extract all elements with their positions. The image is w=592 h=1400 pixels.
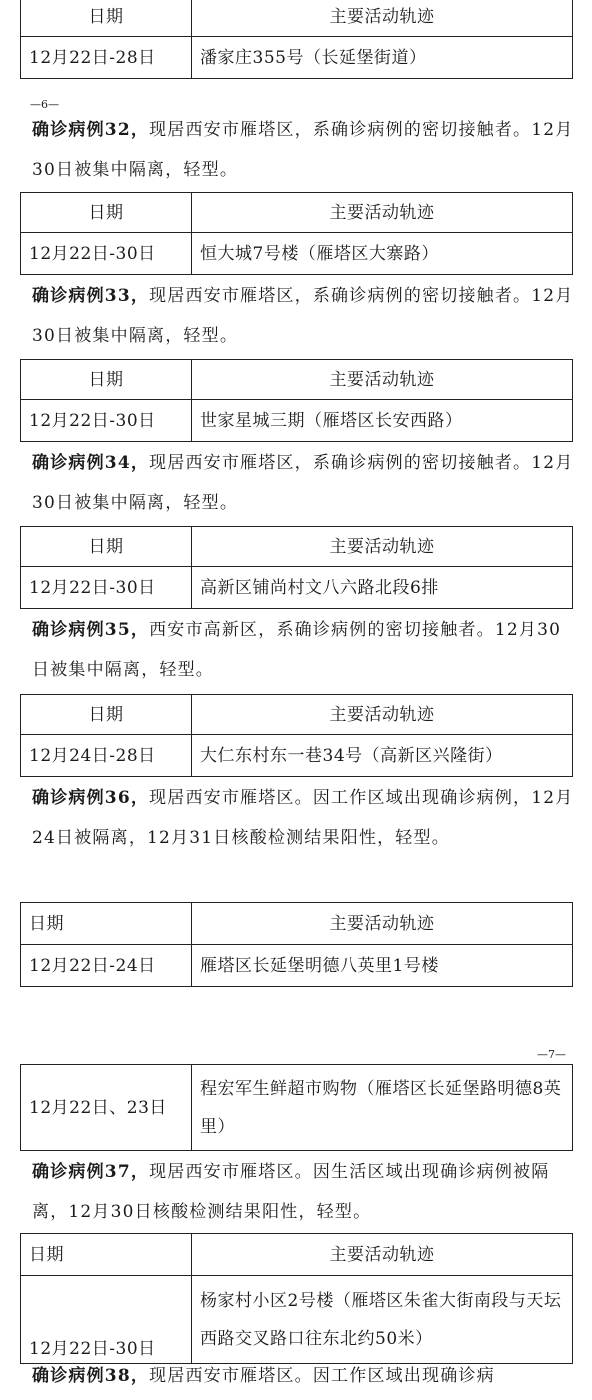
table-cell-date: 12月24日-28日 (21, 735, 192, 777)
table-cell-date: 12月22日-30日 (21, 1276, 192, 1364)
table-cell-date: 12月22日-30日 (21, 400, 192, 442)
table-header-trace: 主要活动轨迹 (192, 527, 573, 567)
case-36-table-continued (20, 1064, 573, 1151)
table-cell-trace: 大仁东村东一巷34号（高新区兴隆街） (192, 735, 573, 777)
case-37-paragraph (32, 1152, 578, 1232)
case-36-title: 确诊病例36， (32, 788, 150, 808)
page-number: —6— (30, 98, 59, 111)
table-header-date: 日期 (21, 695, 192, 735)
case-34-title: 确诊病例34， (32, 453, 150, 473)
page-number: —7— (537, 1048, 566, 1061)
case-38-title: 确诊病例38， (32, 1366, 150, 1386)
case-34-paragraph (32, 443, 578, 523)
table-header-trace: 主要活动轨迹 (192, 695, 573, 735)
case-37-title: 确诊病例37， (32, 1162, 150, 1182)
case-32-text: 现居西安市雁塔区，系确诊病例的密切接触者。12月30日被集中隔离，轻型。 (32, 120, 574, 180)
table-header-date: 日期 (21, 360, 192, 400)
case-36-table (20, 902, 573, 987)
case-37-table (20, 1233, 573, 1364)
table-cell-date: 12月22日-28日 (21, 37, 192, 79)
table-header-date: 日期 (21, 527, 192, 567)
case-33-title: 确诊病例33， (32, 286, 150, 306)
case-32-title: 确诊病例32， (32, 120, 150, 140)
table-cell-trace: 雁塔区长延堡明德八英里1号楼 (192, 945, 573, 987)
trajectory-table-prev (20, 0, 573, 79)
case-34-table (20, 526, 573, 609)
table-cell-date: 12月22日-30日 (21, 233, 192, 275)
case-35-text: 西安市高新区，系确诊病例的密切接触者。12月30日被集中隔离，轻型。 (32, 620, 562, 680)
case-34-text: 现居西安市雁塔区，系确诊病例的密切接触者。12月30日被集中隔离，轻型。 (32, 453, 574, 513)
case-35-table (20, 694, 573, 777)
table-header-trace: 主要活动轨迹 (192, 0, 573, 37)
table-cell-trace: 恒大城7号楼（雁塔区大寨路） (192, 233, 573, 275)
case-35-paragraph (32, 610, 578, 690)
table-header-date: 日期 (21, 0, 192, 37)
case-38-text: 现居西安市雁塔区。因工作区域出现确诊病 (149, 1366, 495, 1386)
table-cell-trace: 杨家村小区2号楼（雁塔区朱雀大街南段与天坛西路交叉路口往东北约50米） (192, 1276, 573, 1364)
table-header-trace: 主要活动轨迹 (192, 193, 573, 233)
table-cell-date: 12月22日-30日 (21, 567, 192, 609)
case-33-text: 现居西安市雁塔区，系确诊病例的密切接触者。12月30日被集中隔离，轻型。 (32, 286, 574, 346)
case-38-paragraph (32, 1356, 592, 1396)
table-header-date: 日期 (21, 903, 192, 945)
case-33-table (20, 359, 573, 442)
table-header-trace: 主要活动轨迹 (192, 1234, 573, 1276)
case-32-paragraph (32, 110, 578, 190)
case-33-paragraph (32, 276, 578, 356)
table-cell-trace: 高新区铺尚村文八六路北段6排 (192, 567, 573, 609)
table-header-date: 日期 (21, 193, 192, 233)
table-header-trace: 主要活动轨迹 (192, 360, 573, 400)
table-header-date: 日期 (21, 1234, 192, 1276)
table-cell-date: 12月22日、23日 (21, 1065, 192, 1151)
table-cell-date: 12月22日-24日 (21, 945, 192, 987)
case-35-title: 确诊病例35， (32, 620, 150, 640)
case-36-text: 现居西安市雁塔区。因工作区域出现确诊病例，12月24日被隔离，12月31日核酸检测结果阳性，轻型。 (32, 788, 574, 848)
table-cell-trace: 程宏军生鲜超市购物（雁塔区长延堡路明德8英里） (192, 1065, 573, 1151)
case-37-text: 现居西安市雁塔区。因生活区域出现确诊病例被隔离，12月30日核酸检测结果阳性，轻型。 (32, 1162, 550, 1222)
table-header-trace: 主要活动轨迹 (192, 903, 573, 945)
case-36-paragraph (32, 778, 578, 858)
case-32-table (20, 192, 573, 275)
table-cell-trace: 世家星城三期（雁塔区长安西路） (192, 400, 573, 442)
table-cell-trace: 潘家庄355号（长延堡街道） (192, 37, 573, 79)
